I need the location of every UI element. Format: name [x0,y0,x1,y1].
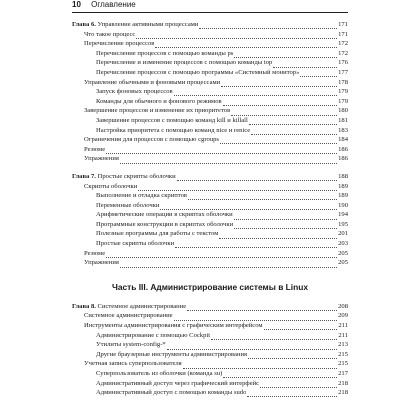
chapter-7-page: 188 [338,172,348,180]
toc-entry-page: 190 [338,201,348,209]
toc-entry-title: Завершение процессов с помощью команд kill и killall [96,116,248,124]
dot-leader [155,41,337,48]
toc-entry-page: 177 [338,68,348,76]
toc-entry[interactable] [72,249,348,259]
toc-entry-page: 179 [338,88,348,96]
chapter-6-title: Управление активными процессами [95,21,199,28]
dot-leader [106,147,337,154]
dot-leader [183,362,337,369]
toc-entry-title: Выполнение и отладка скриптов [96,192,187,200]
toc-entry-page: 184 [338,136,348,144]
dot-leader [234,213,337,220]
toc-entry-title: Перечисление и изменение процессов с помощью команды top [96,59,273,67]
toc-entry[interactable] [72,87,348,97]
toc-entry-title: Переменные оболочки [96,201,160,209]
toc-entry-title: Резюме [84,145,106,153]
toc-entry-title: Настройка приоритета с помощью команд nice и renice [96,126,251,134]
toc-entry[interactable] [72,30,348,40]
toc-entry-title: Резюме [84,249,106,257]
dot-leader [247,390,337,397]
dot-leader [300,70,337,77]
dot-leader [167,343,337,350]
dot-leader [136,32,337,39]
toc-entry[interactable] [72,210,348,220]
dot-leader [106,251,337,258]
dot-leader [223,99,337,106]
page-number: 10 [72,0,81,9]
toc-entry-page: 189 [338,192,348,200]
dot-leader [231,109,337,116]
dot-leader [174,314,337,321]
toc-entry-page: 176 [338,59,348,67]
toc-entry-page: 211 [338,331,348,339]
toc-entry-page: 178 [338,78,348,86]
toc-entry[interactable] [72,220,348,230]
toc-entry-page: 172 [338,49,348,57]
toc-entry-page: 211 [338,322,348,330]
toc-entry[interactable] [72,97,348,107]
dot-leader [187,304,337,311]
toc-entry[interactable] [72,379,348,389]
toc-entry[interactable] [72,321,348,331]
dot-leader [120,157,337,164]
toc-entry-title: Суперпользователь из оболочки (команда su) [96,370,223,377]
dot-leader [264,323,337,330]
toc-entry-title: Ограничения для процессов с помощью cgroups [84,136,219,144]
chapter-7-title: Простые скрипты оболочки [95,172,176,180]
dot-leader [199,22,337,29]
toc-entry[interactable] [72,239,348,249]
dot-leader [211,333,337,340]
toc-entry-page: 218 [338,389,348,397]
toc-entry-title: Управление обычными и фоновыми процессами [84,78,221,86]
toc-entry[interactable] [72,58,348,68]
toc-entry[interactable] [72,126,348,136]
toc-entry-title: Простые скрипты оболочки [96,240,175,248]
dot-leader [251,128,337,135]
toc-entry-page: 195 [338,220,348,228]
chapter-8-page: 208 [338,302,348,310]
chapter-6-page: 171 [338,21,348,28]
toc-entry[interactable] [72,191,348,201]
toc-entry-page: 215 [338,360,348,368]
chapter-8-entry[interactable] [72,302,348,312]
toc-entry-title: Скрипты оболочки [84,182,138,190]
toc-entry[interactable] [72,49,348,59]
toc-entry-page: 209 [338,312,348,320]
toc-entry[interactable] [72,106,348,116]
dot-leader [220,137,337,144]
toc-entry-title: Системное администрирование [84,312,173,320]
toc-entry-page: 205 [338,259,348,267]
toc-entry-title: Арифметические операции в скриптах оболочки [96,211,233,219]
dot-leader [260,381,337,388]
toc-entry-page: 213 [338,341,348,349]
dot-leader [175,241,337,248]
dot-leader [234,222,337,229]
toc-entry[interactable] [72,340,348,350]
toc-entry-page: 186 [338,145,348,153]
toc-entry[interactable] [72,229,348,239]
toc-entry-page: 171 [338,30,348,38]
toc-entry-page: 172 [338,40,348,48]
dot-leader [234,51,337,58]
chapter-6-heading: Глава 6. [72,21,96,28]
dot-leader [223,371,337,378]
toc-entry-title: Административный доступ через графический интерфейс [96,379,260,387]
toc-entry[interactable] [72,359,348,369]
toc-entry-page: 194 [338,211,348,219]
toc-entry[interactable] [72,350,348,360]
toc-entry-title: Упражнения [84,259,119,267]
dot-leader [120,261,337,268]
chapter-7-entry[interactable] [72,172,348,182]
toc-entry[interactable] [72,311,348,321]
toc-entry-page: 201 [338,230,348,238]
toc-entry-title: Перечисление процессов с помощью программы «Системный монитор» [96,68,300,76]
toc-entry[interactable] [72,39,348,49]
chapter-7-heading: Глава 7. [72,172,96,180]
toc-entry[interactable] [72,331,348,341]
dot-leader [174,89,337,96]
toc-entry[interactable] [72,116,348,126]
table-of-contents [72,20,348,398]
toc-entry-title: Программные конструкции в скриптах оболочки [96,220,234,228]
chapter-8-title: Системное администрирование [95,302,187,310]
toc-entry-page: 218 [338,379,348,387]
toc-entry[interactable] [72,145,348,155]
toc-entry[interactable] [72,135,348,145]
toc-entry[interactable] [72,388,348,398]
toc-entry-page: 183 [338,126,348,134]
chapter-8-heading: Глава 8. [72,302,96,310]
toc-entry-title: Команды для обычного и фонового режимов [96,97,222,105]
section-title: Оглавление [91,0,136,9]
toc-entry-title: Административный доступ с помощью команды sudo [96,389,247,397]
dot-leader [221,80,337,87]
toc-entry-page: 205 [338,249,348,257]
toc-entry[interactable] [72,369,348,379]
dot-leader [177,174,337,181]
toc-entry-page: 215 [338,350,348,358]
toc-entry-title: Администрирование с помощью Cockpit [96,331,211,339]
toc-entry-page: 186 [338,155,348,163]
toc-entry-title: Инструменты администрирования с графическим интерфейсом [84,322,263,330]
toc-entry-page: 180 [338,107,348,115]
dot-leader [138,184,337,191]
dot-leader [249,118,337,125]
toc-entry[interactable] [72,182,348,192]
toc-entry-title: Завершение процессов и изменение их приоритетов [84,107,231,115]
toc-entry[interactable] [72,154,348,164]
toc-entry-page: 203 [338,240,348,248]
toc-entry[interactable] [72,258,348,268]
dot-leader [273,61,337,68]
toc-entry-page: 179 [338,97,348,105]
toc-entry[interactable] [72,78,348,88]
toc-entry-page: 217 [338,370,348,377]
toc-entry-page: 181 [338,116,348,124]
toc-entry-title: Другие браузерные инструменты администрирования [96,350,248,358]
toc-entry-title: Полезные программы для работы с текстом [96,230,219,238]
dot-leader [188,193,337,200]
toc-entry-title: Запуск фоновых процессов [96,88,173,96]
toc-entry-title: Упражнения [84,155,119,163]
dot-leader [219,232,337,239]
toc-entry[interactable] [72,68,348,78]
dot-leader [160,203,337,210]
running-head [72,0,348,13]
part-3-title[interactable]: Часть III. Администрирование системы в Linux [111,281,309,292]
toc-entry[interactable] [72,201,348,211]
toc-entry-title: Утилиты system-config-* [96,341,166,349]
toc-entry-page: 189 [338,182,348,190]
chapter-6-entry[interactable] [72,20,348,30]
toc-entry-title: Что такое процесс [84,30,136,38]
toc-entry-title: Учетная запись суперпользователя [84,360,182,368]
toc-entry-title: Перечисление процессов [84,40,155,48]
dot-leader [248,352,337,359]
toc-entry-title: Перечисление процессов с помощью команды ps [96,49,234,57]
